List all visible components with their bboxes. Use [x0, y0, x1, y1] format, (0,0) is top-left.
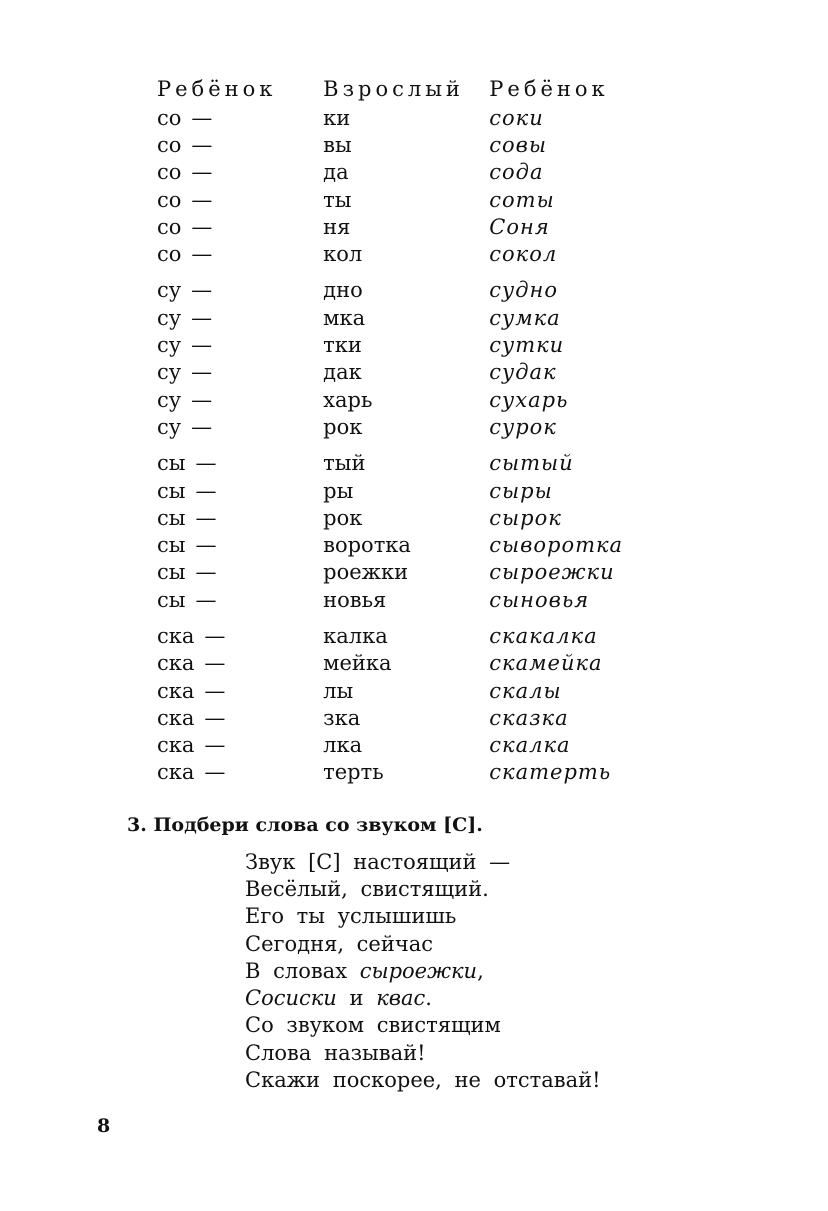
table-row: [157, 159, 677, 186]
syllable-prefix: со: [157, 214, 182, 239]
syllable-prefix: сы: [157, 587, 186, 612]
task-heading: 3. Подбери слова со звуком [С].: [127, 814, 483, 836]
table-row: [157, 277, 677, 304]
poem-line: [245, 957, 601, 984]
syllable-prefix-cell: [157, 160, 323, 184]
syllable-prefix-cell: [157, 415, 323, 439]
syllable-prefix-cell: [157, 133, 323, 157]
dash: —: [191, 242, 213, 267]
word-ending: воротка: [323, 533, 411, 558]
syllable-prefix: ска: [157, 678, 195, 703]
syllable-prefix-cell: [157, 679, 323, 703]
poem-italic-word: Сосиски: [245, 986, 337, 1011]
table-row: [157, 413, 677, 440]
full-word: сокол: [489, 242, 558, 267]
full-word: сутки: [489, 333, 565, 358]
word-ending: дак: [323, 360, 362, 385]
word-ending: зка: [323, 705, 361, 730]
dash: —: [191, 160, 213, 185]
word-ending: рок: [323, 505, 363, 530]
dash: —: [204, 705, 226, 730]
table-row: [157, 331, 677, 358]
table-row: [157, 586, 677, 613]
table-row: [157, 477, 677, 504]
poem-punct: ,: [477, 958, 484, 983]
full-word: судно: [489, 278, 559, 303]
full-word: скатерть: [489, 760, 612, 785]
syllable-prefix-cell: [157, 333, 323, 357]
table-row: [157, 359, 677, 386]
header-child-2: Ребёнок: [489, 77, 609, 101]
syllable-group: [157, 104, 677, 268]
table-row: [157, 559, 677, 586]
poem: [245, 848, 601, 1094]
syllable-prefix-cell: [157, 624, 323, 648]
syllable-group: [157, 277, 677, 441]
word-ending: вы: [323, 132, 352, 157]
table-row: [157, 186, 677, 213]
syllable-prefix-cell: [157, 588, 323, 612]
table-groups: [157, 104, 677, 786]
syllable-prefix-cell: [157, 479, 323, 503]
poem-line: Со звуком свистящим: [245, 1013, 501, 1038]
full-word: скалка: [489, 733, 571, 758]
syllable-prefix-cell: [157, 278, 323, 302]
table-row: [157, 240, 677, 267]
syllable-prefix: сы: [157, 533, 186, 558]
word-ending: да: [323, 160, 349, 185]
word-ending: кол: [323, 242, 363, 267]
dash: —: [204, 678, 226, 703]
dash: —: [191, 278, 213, 303]
syllable-prefix-cell: [157, 188, 323, 212]
dash: —: [204, 623, 226, 648]
dash: —: [204, 651, 226, 676]
syllable-prefix: со: [157, 187, 182, 212]
syllable-prefix-cell: [157, 306, 323, 330]
syllable-prefix: ска: [157, 760, 195, 785]
syllable-prefix-cell: [157, 506, 323, 530]
syllable-group: [157, 622, 677, 786]
dash: —: [204, 733, 226, 758]
syllable-table: [157, 74, 677, 786]
syllable-prefix: сы: [157, 560, 186, 585]
syllable-prefix-cell: [157, 388, 323, 412]
syllable-prefix: со: [157, 242, 182, 267]
syllable-prefix: су: [157, 278, 182, 303]
table-row: [157, 131, 677, 158]
syllable-prefix-cell: [157, 533, 323, 557]
dash: —: [191, 132, 213, 157]
dash: —: [191, 414, 213, 439]
dash: —: [204, 760, 226, 785]
syllable-prefix: со: [157, 105, 182, 130]
poem-line: Сегодня, сейчас: [245, 931, 434, 956]
syllable-prefix-cell: [157, 706, 323, 730]
table-row: [157, 650, 677, 677]
poem-line: Скажи поскорее, не отставай!: [245, 1068, 601, 1093]
table-row: [157, 104, 677, 131]
table-row: [157, 386, 677, 413]
table-row: [157, 504, 677, 531]
syllable-prefix: су: [157, 360, 182, 385]
poem-line: Весёлый, свистящий.: [245, 876, 489, 901]
syllable-prefix: ска: [157, 733, 195, 758]
poem-italic-word: квас: [376, 986, 426, 1011]
full-word: сухарь: [489, 387, 569, 412]
syllable-prefix: ска: [157, 623, 195, 648]
dash: —: [191, 333, 213, 358]
syllable-prefix-cell: [157, 106, 323, 130]
syllable-prefix: су: [157, 387, 182, 412]
word-ending: лка: [323, 733, 363, 758]
header-adult: Взрослый: [323, 77, 464, 101]
word-ending: терть: [323, 760, 384, 785]
poem-text: и: [349, 986, 364, 1011]
dash: —: [195, 478, 217, 503]
syllable-prefix: со: [157, 160, 182, 185]
word-ending: новья: [323, 587, 387, 612]
dash: —: [195, 451, 217, 476]
word-ending: харь: [323, 387, 373, 412]
syllable-prefix-cell: [157, 451, 323, 475]
full-word: сыры: [489, 478, 553, 503]
syllable-prefix-cell: [157, 733, 323, 757]
syllable-prefix: сы: [157, 505, 186, 530]
syllable-prefix-cell: [157, 215, 323, 239]
syllable-prefix: сы: [157, 478, 186, 503]
full-word: сказка: [489, 705, 569, 730]
word-ending: тый: [323, 451, 366, 476]
dash: —: [195, 587, 217, 612]
full-word: сыворотка: [489, 533, 624, 558]
poem-italic-word: сыроежки: [359, 958, 478, 983]
full-word: сода: [489, 160, 544, 185]
table-row: [157, 759, 677, 786]
dash: —: [191, 105, 213, 130]
syllable-prefix-cell: [157, 560, 323, 584]
full-word: сурок: [489, 414, 557, 439]
dash: —: [195, 505, 217, 530]
full-word: скамейка: [489, 651, 603, 676]
poem-line: Его ты услышишь: [245, 904, 457, 929]
full-word: Соня: [489, 214, 550, 239]
full-word: соты: [489, 187, 555, 212]
word-ending: ки: [323, 105, 351, 130]
table-row: [157, 732, 677, 759]
table-row: [157, 704, 677, 731]
full-word: совы: [489, 132, 548, 157]
table-row: [157, 677, 677, 704]
poem-line: Звук [С] настоящий —: [245, 849, 511, 874]
syllable-prefix: сы: [157, 451, 186, 476]
dash: —: [191, 305, 213, 330]
dash: —: [191, 360, 213, 385]
table-row: [157, 450, 677, 477]
full-word: скалы: [489, 678, 562, 703]
poem-line: [245, 984, 601, 1011]
full-word: сытый: [489, 451, 574, 476]
word-ending: калка: [323, 623, 388, 648]
dash: —: [195, 560, 217, 585]
table-header: [157, 74, 677, 104]
table-row: [157, 304, 677, 331]
syllable-prefix-cell: [157, 242, 323, 266]
word-ending: дно: [323, 278, 363, 303]
full-word: судак: [489, 360, 557, 385]
poem-punct: .: [425, 986, 432, 1011]
word-ending: ры: [323, 478, 354, 503]
page-number: 8: [97, 1115, 111, 1137]
word-ending: рок: [323, 414, 363, 439]
word-ending: ня: [323, 214, 351, 239]
syllable-prefix-cell: [157, 760, 323, 784]
syllable-prefix: су: [157, 333, 182, 358]
full-word: сыновья: [489, 587, 590, 612]
syllable-prefix: ска: [157, 651, 195, 676]
table-row: [157, 622, 677, 649]
syllable-group: [157, 450, 677, 614]
dash: —: [191, 387, 213, 412]
full-word: сырок: [489, 505, 562, 530]
syllable-prefix: ска: [157, 705, 195, 730]
full-word: скакалка: [489, 623, 598, 648]
syllable-prefix: су: [157, 414, 182, 439]
syllable-prefix-cell: [157, 651, 323, 675]
table-row: [157, 213, 677, 240]
syllable-prefix: су: [157, 305, 182, 330]
word-ending: мейка: [323, 651, 392, 676]
syllable-prefix: со: [157, 132, 182, 157]
full-word: соки: [489, 105, 544, 130]
header-child-1: Ребёнок: [157, 77, 277, 101]
full-word: сумка: [489, 305, 561, 330]
word-ending: ты: [323, 187, 352, 212]
word-ending: мка: [323, 305, 366, 330]
dash: —: [191, 214, 213, 239]
dash: —: [195, 533, 217, 558]
poem-text: В словах: [245, 958, 348, 983]
full-word: сыроежки: [489, 560, 615, 585]
table-row: [157, 531, 677, 558]
word-ending: тки: [323, 333, 362, 358]
word-ending: лы: [323, 678, 354, 703]
poem-line: Слова называй!: [245, 1040, 426, 1065]
dash: —: [191, 187, 213, 212]
word-ending: роежки: [323, 560, 409, 585]
syllable-prefix-cell: [157, 360, 323, 384]
